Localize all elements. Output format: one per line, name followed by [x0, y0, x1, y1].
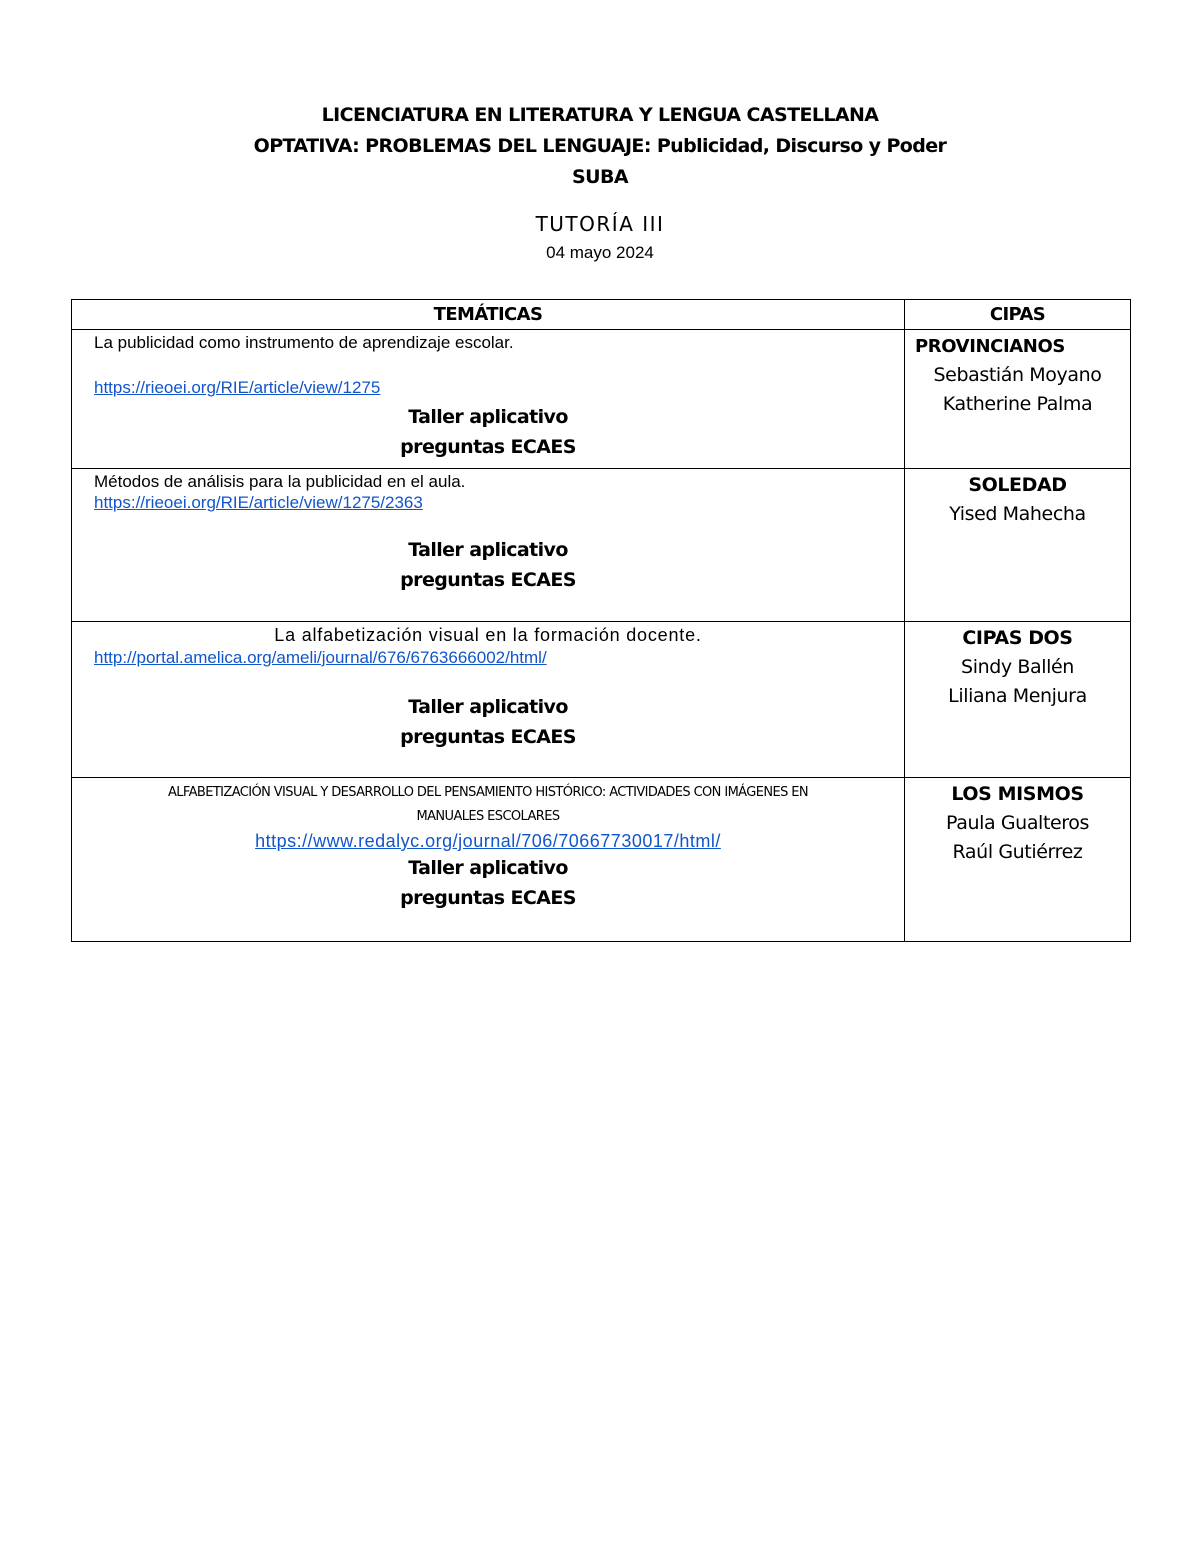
group-member: Sindy Ballén [961, 656, 1074, 678]
group-member: Sebastián Moyano [933, 364, 1102, 386]
topic-title-line: MANUALES ESCOLARES [416, 809, 560, 824]
topic-title: Métodos de análisis para la publicidad en el aula. [94, 472, 466, 491]
campus-name: SUBA [572, 166, 628, 188]
group-member: Yised Mahecha [949, 503, 1086, 525]
topic-title-line: ALFABETIZACIÓN VISUAL Y DESARROLLO DEL PENSAMIENTO HISTÓRICO: ACTIVIDADES CON IMÁGENES EN [167, 785, 809, 800]
topic-cell [72, 330, 905, 469]
document-header [0, 100, 1200, 267]
course-title: OPTATIVA: PROBLEMAS DEL LENGUAJE: Publicidad, Discurso y Poder [253, 135, 947, 157]
tutoria-title: TUTORÍA III [535, 212, 665, 236]
topic-cell [72, 622, 905, 778]
column-header-cipas: CIPAS [905, 300, 1131, 330]
activity-label: Taller aplicativo [408, 539, 568, 561]
activity-label: Taller aplicativo [408, 857, 568, 879]
topic-cell [72, 778, 905, 942]
table-row [72, 622, 1131, 778]
tutoria-table [71, 299, 1131, 942]
article-link[interactable]: https://www.redalyc.org/journal/706/70667730017/html/ [255, 831, 721, 851]
group-name: SOLEDAD [968, 474, 1067, 496]
activity-label: preguntas ECAES [400, 436, 576, 458]
activity-label: Taller aplicativo [408, 406, 568, 428]
article-link[interactable]: http://portal.amelica.org/ameli/journal/676/6763666002/html/ [94, 648, 547, 667]
topic-title [72, 778, 904, 829]
topic-cell [72, 469, 905, 622]
activity-label: preguntas ECAES [400, 887, 576, 909]
cipas-cell [905, 622, 1131, 778]
activity-label: Taller aplicativo [408, 696, 568, 718]
topic-title: La publicidad como instrumento de aprendizaje escolar. [94, 333, 514, 352]
cipas-cell [905, 469, 1131, 622]
activity-label: preguntas ECAES [400, 726, 576, 748]
group-name: PROVINCIANOS [915, 336, 1065, 357]
column-header-tematicas: TEMÁTICAS [72, 300, 905, 330]
table-row [72, 330, 1131, 469]
activity-label: preguntas ECAES [400, 569, 576, 591]
topic-title: La alfabetización visual en la formación docente. [274, 625, 702, 645]
table-row [72, 778, 1131, 942]
group-member: Raúl Gutiérrez [952, 841, 1083, 863]
group-name: LOS MISMOS [951, 783, 1084, 805]
tutoria-date: 04 mayo 2024 [546, 243, 654, 262]
group-member: Paula Gualteros [946, 812, 1089, 834]
cipas-cell [905, 778, 1131, 942]
table-row [72, 469, 1131, 622]
group-member: Katherine Palma [942, 393, 1093, 415]
cipas-cell [905, 330, 1131, 469]
table-header-row [72, 300, 1131, 330]
group-member: Liliana Menjura [948, 685, 1087, 707]
group-name: CIPAS DOS [962, 627, 1073, 649]
program-title: LICENCIATURA EN LITERATURA Y LENGUA CASTELLANA [321, 104, 879, 126]
article-link[interactable]: https://rieoei.org/RIE/article/view/1275 [94, 378, 381, 397]
article-link[interactable]: https://rieoei.org/RIE/article/view/1275/2363 [94, 493, 423, 512]
